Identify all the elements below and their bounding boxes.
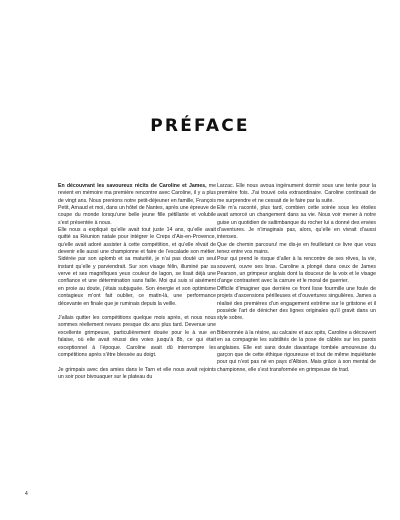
paragraph [217, 183, 376, 205]
paragraph-text: J’allais quitter les compétitions quelque mois après, et nous nous sommes réellement revues presque dix ans plus tard. Devenue une excellente grimpeuse, particulièrement douée pour le à vue en falaise, où elle avait réussi des voies jusqu’à 8b, ce qui était exceptionnel à l’époque. Caroline avait dû interrompre les compétitions après s’être blessée au doigt. [58, 315, 216, 358]
paragraph [217, 330, 376, 374]
paragraph-text: Biberonnée à la résine, au calcaire et aux spits, Caroline a découvert en sa compagnie les subtilités de la pose de câblés sur les parois anglaises. Elle est sans doute davantage tombée amoureuse du garçon que de cette éthique rigoureuse et tout de même inquiétante pour qui n’est pas né en pays d’Albion. Mais grâce à son mental de championne, elle s’est transformée en grimpeuse de trad. [217, 329, 376, 373]
paragraph [58, 367, 216, 382]
page-number: 4 [25, 491, 28, 497]
paragraph [58, 227, 216, 308]
paragraph [217, 256, 376, 285]
paragraph-text: me revient en mémoire ma première rencontre avec Caroline, il y a plus de vingt ans. Nous prenions notre petit-déjeuner en famille, François Petit, Arnaud et moi, dans un hôtel de Nantes, après une épreuve de coupe du monde lorsqu’une belle jeune fille pétillante et volubile s’est présentée à nous. [58, 183, 216, 226]
right-text-column [217, 183, 376, 374]
paragraph-text: Elle nous a expliqué qu’elle avait tout juste 14 ans, qu’elle avait quitté sa Réunion natale pour intégrer le Creps d’Aix-en-Provence, qu’elle avait adoré assister à cette compétition, et qu’elle rêvait de devenir elle aussi une championne et faire de l’escalade son métier. Sidérée par son aplomb et sa maturité, je n’ai pas douté un seul instant qu’elle y parviendrait. Sur son visage félin, illuminé par sa verve et ses magnifiques yeux couleur de lagon, se lisait déjà une confiance et une détermination sans faille. Moi qui suis si aisément en proie au doute, j’étais subjuguée. Son énergie et son optimisme contagieux m’ont fait oublier, ce matin-là, une performance décevante en finale que je ruminais depuis la veille. [58, 227, 216, 307]
paragraph-text: Je grimpais avec des amies dans le Tarn et elle nous avait rejoints un soir pour bivouaquer sur le plateau du [58, 366, 216, 380]
paragraph-text: Que de chemin parcouru! me dis-je en feuilletant ce livre que vous tenez entre vos mains. [217, 241, 376, 256]
paragraph [217, 205, 376, 242]
paragraph-text: Difficile d’imaginer que derrière ce front lisse fourmille une foule de projets d’ascensions périlleuses et d’ouvertures singulières. James a réalisé des premières d’un engagement extrême sur le gritstone et il possède l’art de dénicher des lignes originales qu’il gravit dans un style sobre. [217, 285, 376, 322]
paragraph [217, 286, 376, 323]
left-text-column [58, 183, 216, 381]
paragraph-text: Elle m’a raconté, plus tard, combien cette soirée sous les étoiles avait amorcé un changement dans sa vie. Nous voir mener à notre guise un quotidien de saltimbanque du rocher lui a donné des envies d’aventures. Je n’imaginais pas, alors, qu’elle en vivrait d’aussi intenses. [217, 205, 376, 241]
paragraph [217, 242, 376, 257]
paragraph-text: Larzac. Elle nous avoua ingénument dormir sous une tente pour la première fois. J’ai trouvé cela extraordinaire. Caroline continuait de me surprendre et ne cessait de le faire par la suite. [217, 183, 376, 204]
paragraph [58, 315, 216, 359]
page-title: PRÉFACE [150, 116, 250, 136]
paragraph-lead: En découvrant les savoureux récits de Caroline et James, [58, 183, 207, 189]
paragraph-text: Pour qui prend le risque d’aller à la rencontre de ses rêves, la vie, souvent, ouvre ses bras. Caroline a plongé dans ceux de James Pearson, un grimpeur anglais dont la douceur de la voix et le visage d’ange contrastent avec la carrure et le moral de guerrier. [217, 256, 376, 285]
paragraph [58, 183, 216, 227]
